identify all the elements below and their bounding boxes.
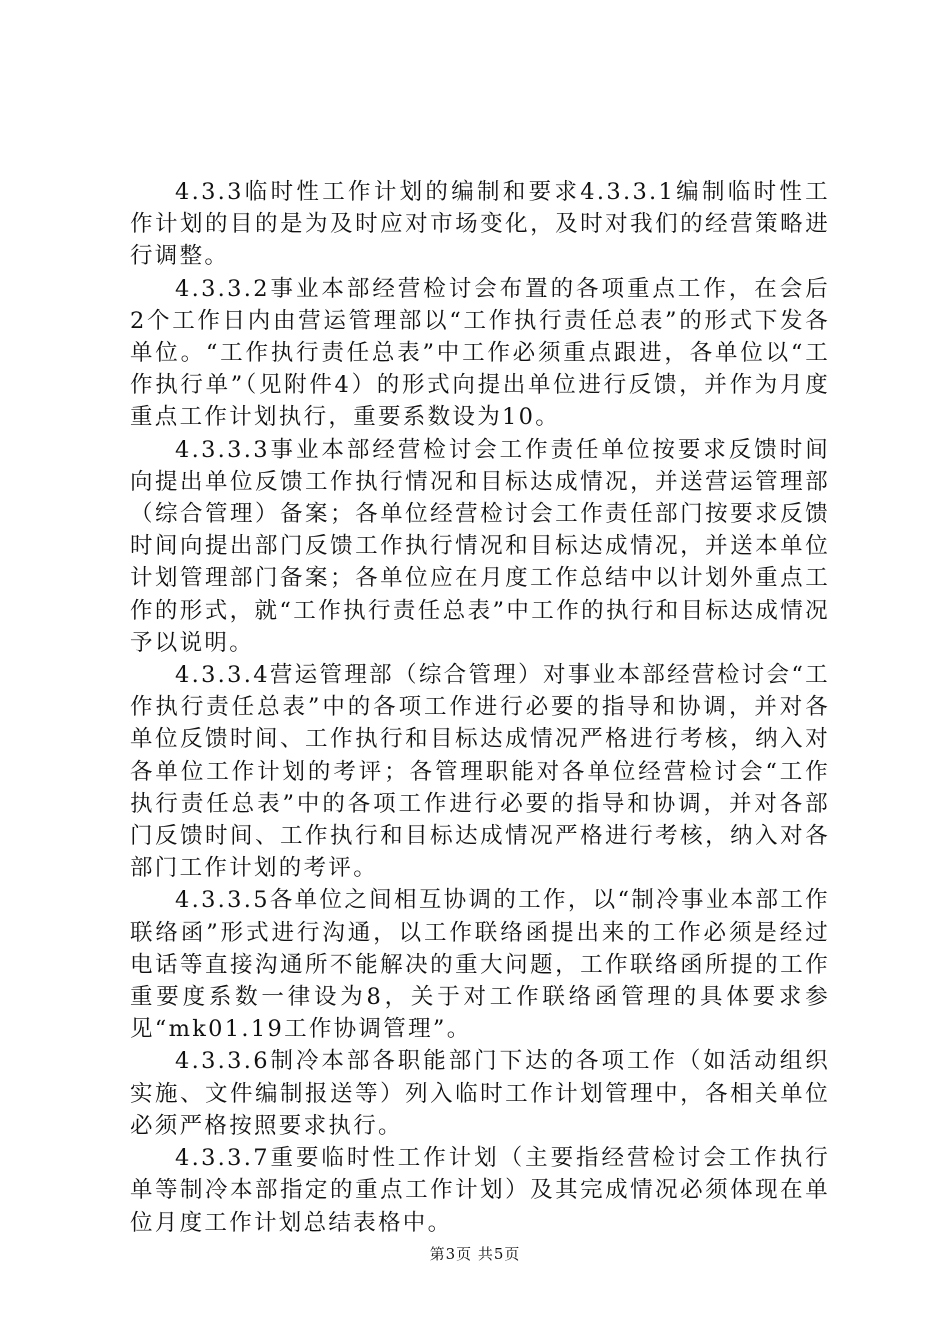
paragraph-4-3-3-6: 4.3.3.6制冷本部各职能部门下达的各项工作（如活动组织实施、文件编制报送等）列入临时工作计划管理中，各相关单位必须严格按照要求执行。	[130, 1048, 830, 1139]
paragraph-4-3-3: 4.3.3临时性工作计划的编制和要求4.3.3.1编制临时性工作计划的目的是为及时应对市场变化，及时对我们的经营策略进行调整。	[130, 179, 830, 270]
paragraph-4-3-3-7: 4.3.3.7重要临时性工作计划（主要指经营检讨会工作执行单等制冷本部指定的重点工作计划）及其完成情况必须体现在单位月度工作计划总结表格中。	[130, 1145, 830, 1236]
paragraph-4-3-3-3: 4.3.3.3事业本部经营检讨会工作责任单位按要求反馈时间向提出单位反馈工作执行情况和目标达成情况，并送营运管理部（综合管理）备案；各单位经营检讨会工作责任部门按要求反馈时间向提出部门反馈工作执行情况和目标达成情况，并送本单位计划管理部门备案；各单位应在月度工作总结中以计划外重点工作的形式，就“工作执行责任总表”中工作的执行和目标达成情况予以说明。	[130, 436, 830, 656]
paragraph-4-3-3-5: 4.3.3.5各单位之间相互协调的工作，以“制冷事业本部工作联络函”形式进行沟通，以工作联络函提出来的工作必须是经过电话等直接沟通所不能解决的重大问题，工作联络函所提的工作重要度系数一律设为8，关于对工作联络函管理的具体要求参见“mk01.19工作协调管理”。	[130, 887, 830, 1043]
paragraph-4-3-3-2: 4.3.3.2事业本部经营检讨会布置的各项重点工作，在会后2个工作日内由营运管理部以“工作执行责任总表”的形式下发各单位。“工作执行责任总表”中工作必须重点跟进，各单位以“工作执行单”（见附件4）的形式向提出单位进行反馈，并作为月度重点工作计划执行，重要系数设为10。	[130, 275, 830, 431]
document-body	[130, 176, 830, 1239]
paragraph-4-3-3-4: 4.3.3.4营运管理部（综合管理）对事业本部经营检讨会“工作执行责任总表”中的各项工作进行必要的指导和协调，并对各单位反馈时间、工作执行和目标达成情况严格进行考核，纳入对各单位工作计划的考评；各管理职能对各单位经营检讨会“工作执行责任总表”中的各项工作进行必要的指导和协调，并对各部门反馈时间、工作执行和目标达成情况严格进行考核，纳入对各部门工作计划的考评。	[130, 662, 830, 882]
page-number-footer: 第3页 共5页	[429, 1245, 521, 1263]
